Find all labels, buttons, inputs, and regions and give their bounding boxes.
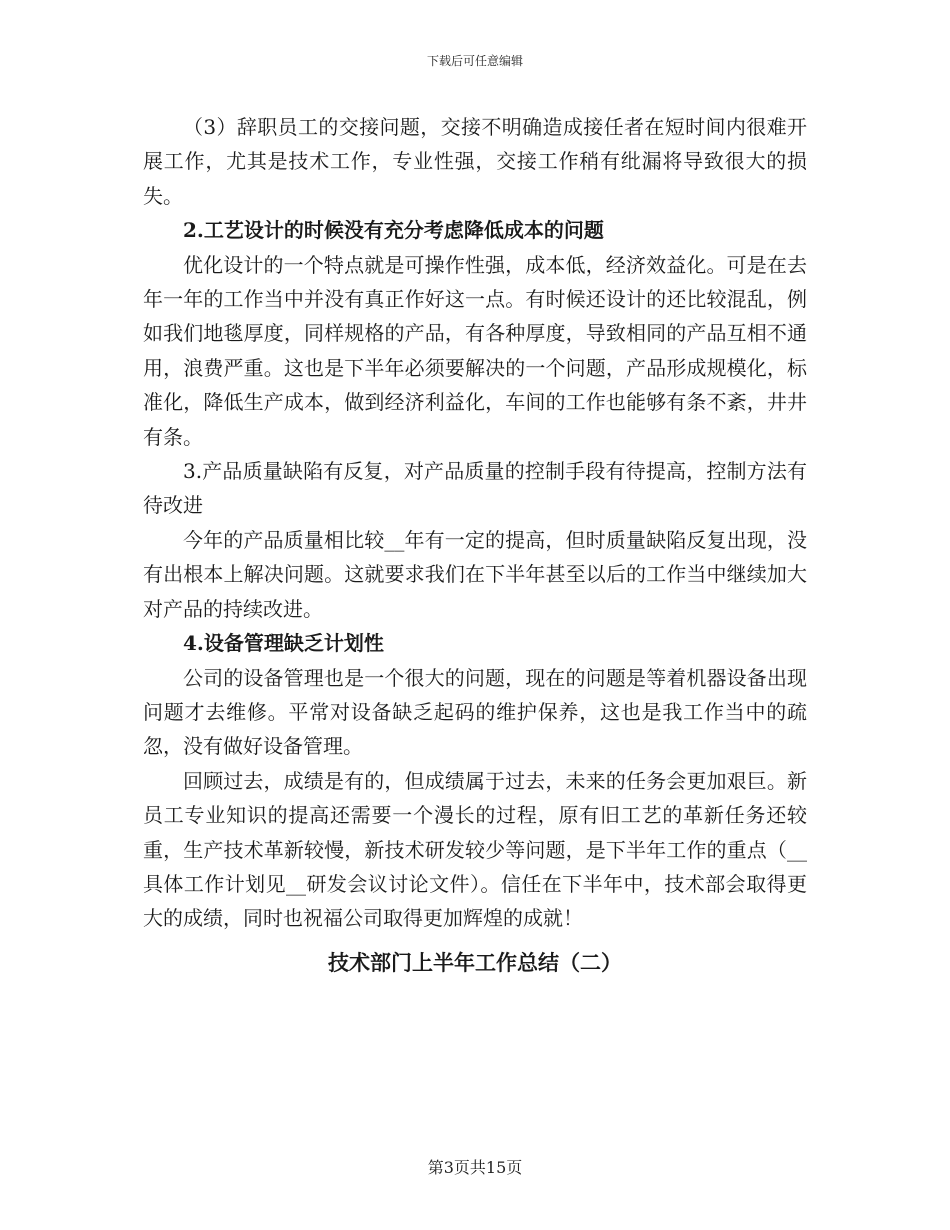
document-body (143, 110, 807, 980)
page-number: 第3页共15页 (427, 1158, 523, 1177)
paragraph-equipment-management: 公司的设备管理也是一个很大的问题，现在的问题是等着机器设备出现问题才去维修。平常对设备缺乏起码的维护保养，这也是我工作当中的疏忽，没有做好设备管理。 (143, 665, 807, 759)
page-header: 下载后可任意编辑 (426, 54, 523, 68)
heading-process-design: 2.工艺设计的时候没有充分考虑降低成本的问题 (183, 218, 604, 243)
paragraph-review-outlook: 回顾过去，成绩是有的，但成绩属于过去，未来的任务会更加艰巨。新员工专业知识的提高还需要一个漫长的过程，原有旧工艺的革新任务还较重，生产技术革新较慢，新技术研发较少等问题，是下半年工作的重点（__具体工作计划见__研发会议讨论文件）。信任在下半年中，技术部会取得更大的成绩，同时也祝福公司取得更加辉煌的成就！ (143, 768, 807, 931)
paragraph-quality-defects: 今年的产品质量相比较__年有一定的提高，但时质量缺陷反复出现，没有出根本上解决问题。这就要求我们在下半年甚至以后的工作当中继续加大对产品的持续改进。 (143, 527, 807, 621)
heading-equipment-management: 4.设备管理缺乏计划性 (183, 631, 384, 656)
paragraph-handover-issue: （3）辞职员工的交接问题，交接不明确造成接任者在短时间内很难开展工作，尤其是技术工作，专业性强，交接工作稍有纰漏将导致很大的损失。 (143, 115, 807, 208)
paragraph-process-design: 优化设计的一个特点就是可操作性强，成本低，经济效益化。可是在去年一年的工作当中并没有真正作好这一点。有时候还设计的还比较混乱，例如我们地毯厚度，同样规格的产品，有各种厚度，导致相同的产品互相不通用，浪费严重。这也是下半年必须要解决的一个问题，产品形成规模化，标准化，降低生产成本，做到经济利益化，车间的工作也能够有条不紊，井井有条。 (143, 252, 807, 449)
section-title: 技术部门上半年工作总结（二） (328, 949, 622, 975)
heading-quality-defects: 3.产品质量缺陷有反复，对产品质量的控制手段有待提高，控制方法有待改进 (143, 459, 807, 518)
